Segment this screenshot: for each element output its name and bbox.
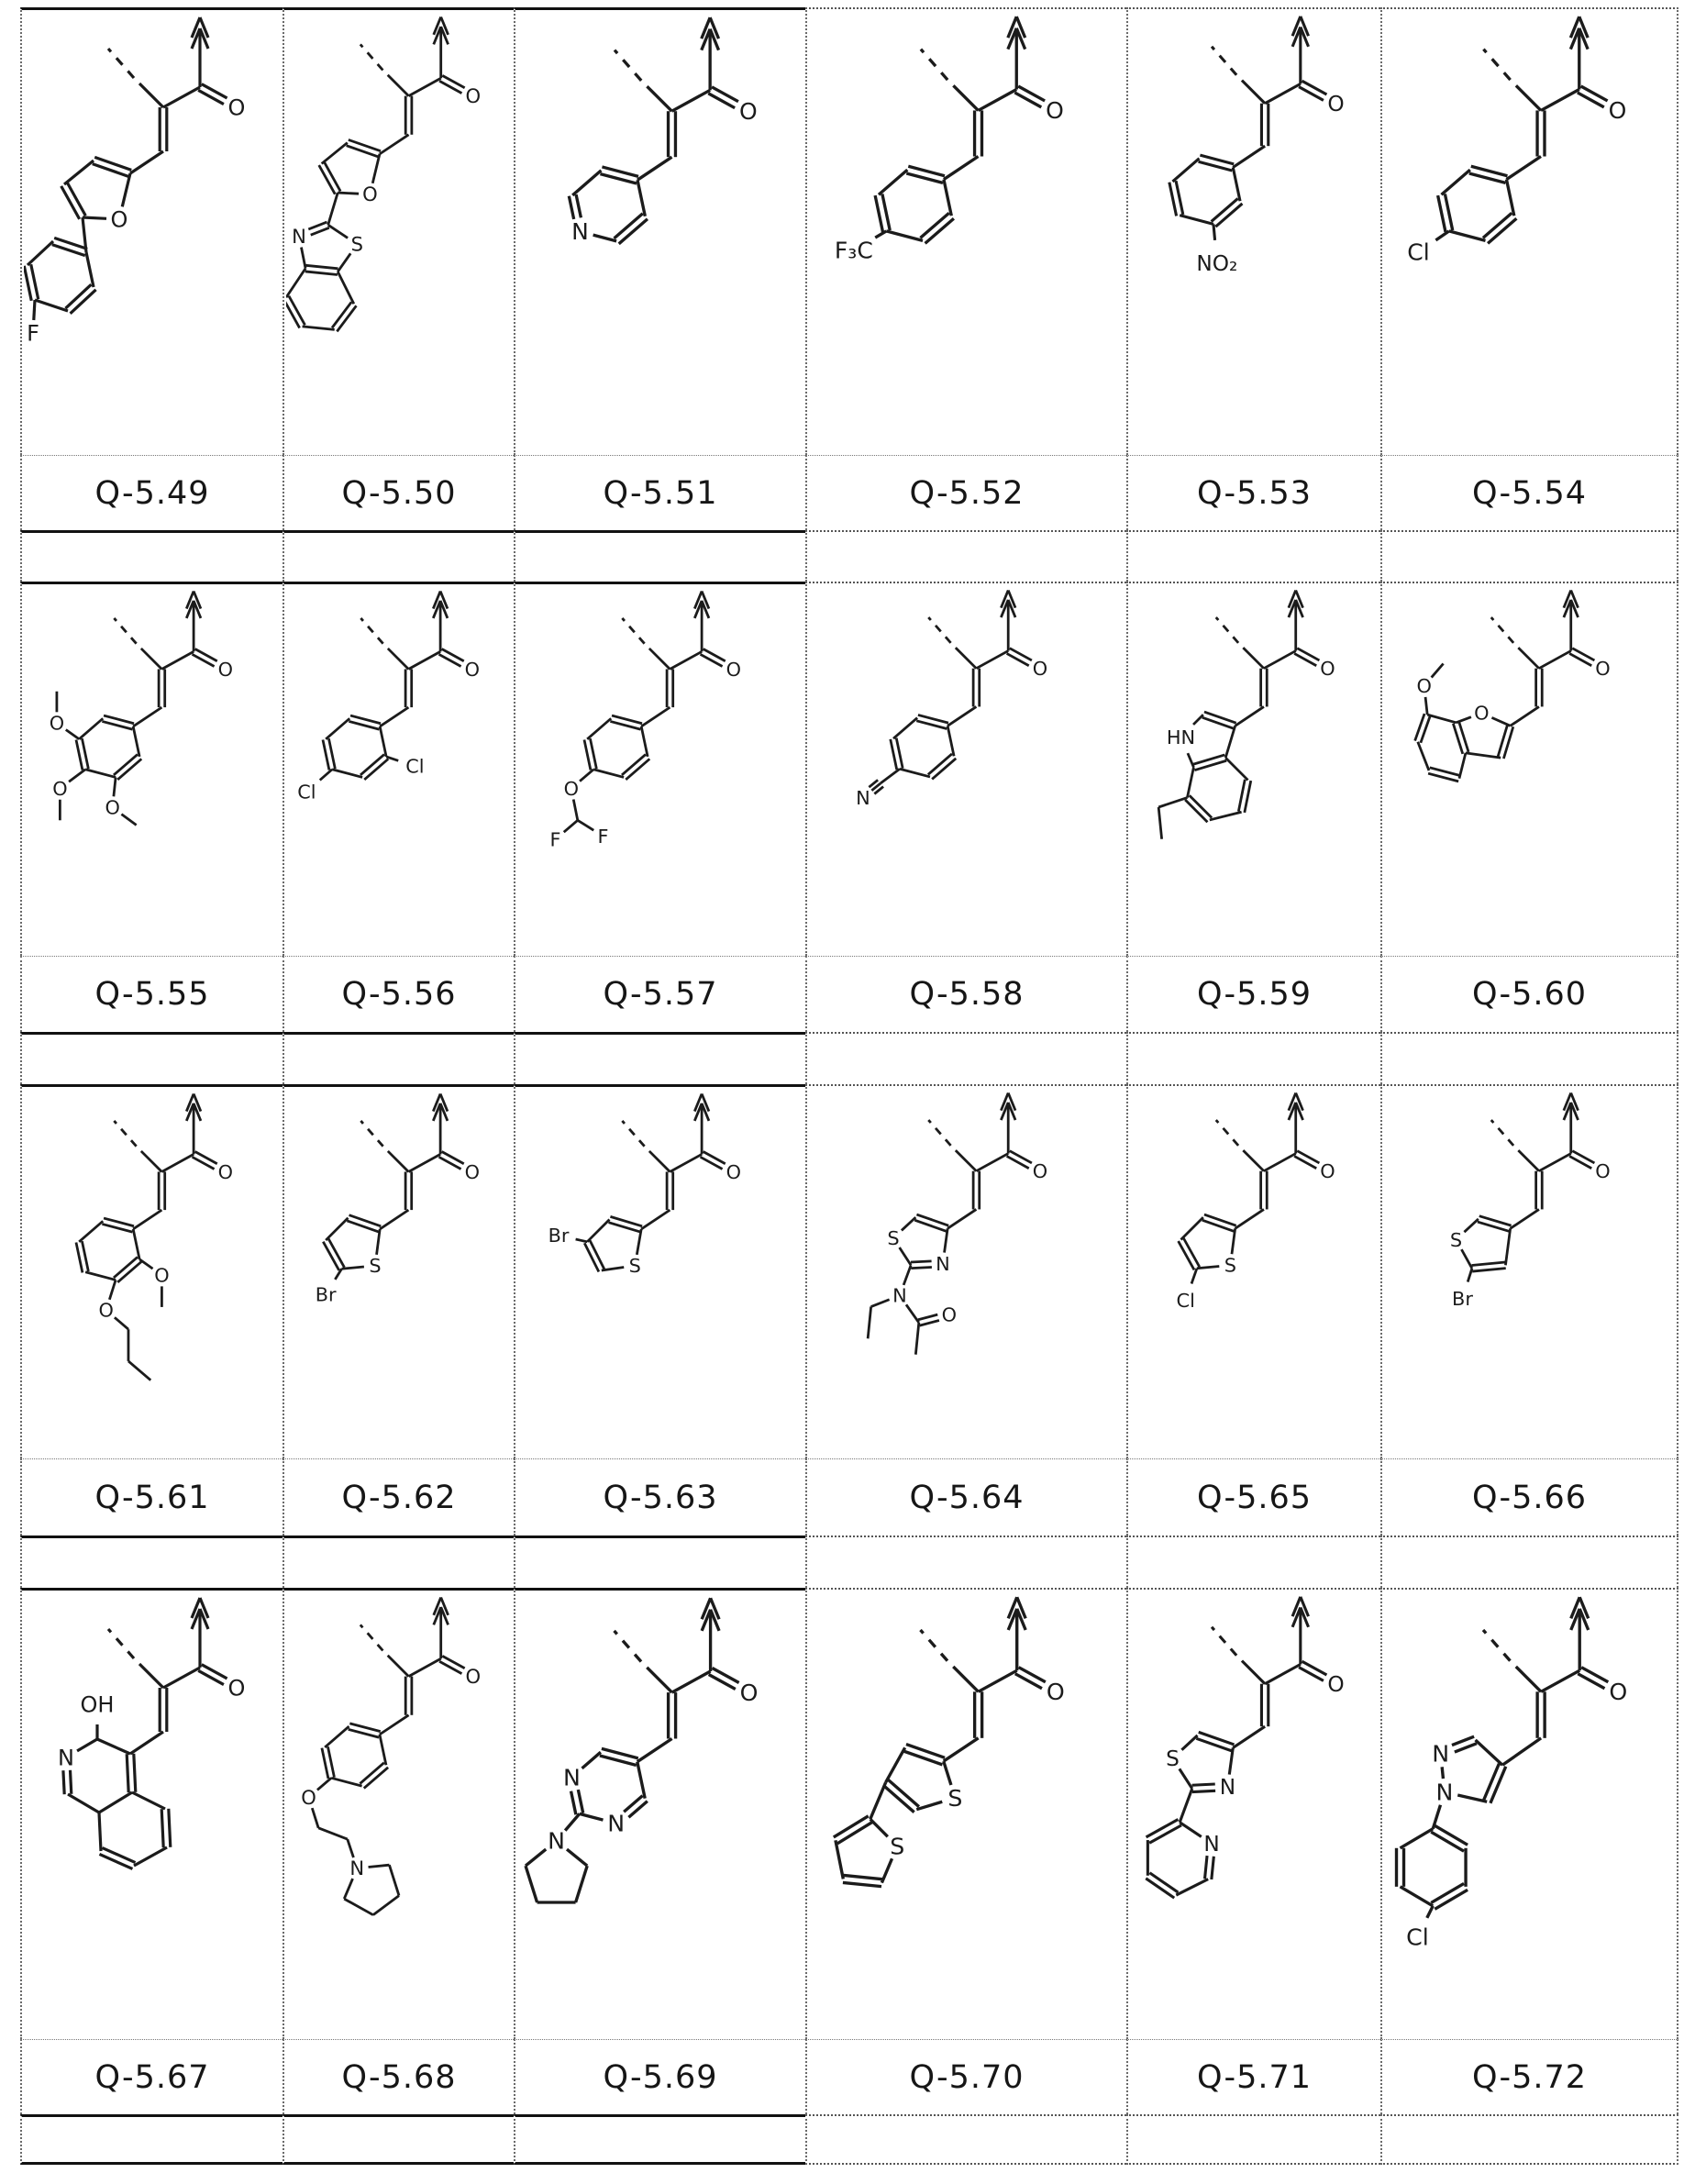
structure-cell <box>805 1084 1126 1458</box>
compound-label: Q-5.62 <box>341 1479 457 1516</box>
molecule-drawing <box>809 1090 1124 1457</box>
atom-label: O <box>227 1675 246 1702</box>
compound-label: Q-5.60 <box>1471 976 1588 1013</box>
compound-label: Q-5.65 <box>1196 1479 1313 1516</box>
compound-label-cell <box>514 956 805 1032</box>
compound-label-cell <box>1380 956 1678 1032</box>
atom-label: O <box>739 1679 759 1706</box>
molecule-drawing <box>286 14 512 453</box>
spacer-cell <box>282 530 514 582</box>
atom-label: HN <box>1166 726 1196 748</box>
structure-cell <box>1126 7 1380 455</box>
spacer-cell <box>514 1032 805 1084</box>
structure-cell <box>514 7 805 455</box>
structure-cell <box>1126 582 1380 956</box>
compound-label: Q-5.57 <box>603 976 718 1013</box>
atom-label: O <box>227 94 246 121</box>
atom-label: S <box>947 1784 963 1812</box>
structure-cell <box>282 1588 514 2039</box>
compound-label-cell <box>20 1458 282 1535</box>
compound-label: Q-5.68 <box>341 2058 457 2096</box>
compound-label-cell <box>805 455 1126 530</box>
atom-label: O <box>1474 702 1490 725</box>
molecule-drawing <box>286 1594 512 2037</box>
spacer-cell <box>805 530 1126 582</box>
atom-label: F <box>549 828 561 851</box>
spacer-cell <box>514 530 805 582</box>
compound-label-cell <box>282 1458 514 1535</box>
molecule-drawing <box>1384 587 1675 954</box>
atom-label: O <box>1320 1160 1335 1182</box>
atom-label: O <box>1416 675 1432 698</box>
molecule-drawing <box>517 1594 803 2037</box>
atom-label: Cl <box>297 781 316 804</box>
compound-label: Q-5.53 <box>1196 474 1313 512</box>
spacer-cell <box>1126 1535 1380 1588</box>
atom-label: S <box>1449 1228 1463 1251</box>
compound-label-cell <box>1380 455 1678 530</box>
spacer-cell <box>805 2114 1126 2165</box>
structure-cell <box>282 7 514 455</box>
molecule-drawing <box>1384 1593 1675 2037</box>
structure-cell <box>20 1084 282 1458</box>
atom-label: S <box>887 1227 900 1250</box>
atom-label: O <box>217 658 233 681</box>
spacer-cell <box>282 2114 514 2165</box>
atom-label: O <box>1320 658 1335 680</box>
atom-label: Br <box>1452 1288 1473 1311</box>
atom-label: O <box>726 1160 741 1183</box>
molecule-drawing <box>1130 587 1379 954</box>
atom-label: N <box>607 1810 626 1837</box>
atom-label: O <box>1595 658 1611 680</box>
structure-cell <box>282 1084 514 1458</box>
atom-label: O <box>738 97 758 125</box>
atom-label: N <box>349 1857 365 1880</box>
molecule-drawing <box>1130 1090 1379 1457</box>
molecule-drawing <box>517 14 803 453</box>
atom-label: N <box>936 1252 950 1275</box>
structure-cell <box>20 7 282 455</box>
compound-label-cell <box>1380 2039 1678 2114</box>
structure-cell <box>1380 582 1678 956</box>
molecule-drawing <box>809 587 1124 954</box>
compound-label-cell <box>1380 1458 1678 1535</box>
spacer-cell <box>1380 2114 1678 2165</box>
molecule-drawing <box>809 13 1124 453</box>
spacer-cell <box>20 2114 282 2165</box>
spacer-cell <box>514 1535 805 1588</box>
compound-label: Q-5.49 <box>94 474 210 512</box>
atom-label: O <box>726 658 741 681</box>
compound-label: Q-5.55 <box>94 976 210 1013</box>
compound-label-cell <box>1126 1458 1380 1535</box>
atom-label: O <box>1032 658 1048 680</box>
atom-label: O <box>52 777 68 800</box>
atom-label: O <box>465 83 482 107</box>
atom-label: N <box>892 1284 907 1307</box>
molecule-drawing <box>24 1594 281 2037</box>
compound-label: Q-5.51 <box>603 474 718 512</box>
atom-label: O <box>49 712 65 735</box>
atom-label: O <box>98 1299 114 1322</box>
molecule-drawing <box>24 588 281 954</box>
structure-cell <box>1380 1084 1678 1458</box>
structure-cell <box>805 7 1126 455</box>
atom-label: O <box>154 1264 170 1287</box>
compound-label-cell <box>20 956 282 1032</box>
molecule-drawing <box>1130 13 1379 453</box>
molecule-drawing <box>24 14 281 453</box>
atom-label: OH <box>80 1691 115 1718</box>
compound-label-cell <box>1126 455 1380 530</box>
structure-cell <box>514 1084 805 1458</box>
atom-label: O <box>105 796 120 819</box>
spacer-cell <box>282 1535 514 1588</box>
molecule-drawing <box>1130 1593 1379 2037</box>
compound-label: Q-5.56 <box>341 976 457 1013</box>
atom-label: O <box>1032 1160 1048 1182</box>
compound-label: Q-5.70 <box>909 2058 1025 2096</box>
structure-cell <box>20 1588 282 2039</box>
molecule-drawing <box>286 588 512 954</box>
molecule-drawing <box>286 1091 512 1457</box>
compound-label: Q-5.69 <box>603 2058 718 2096</box>
structure-cell <box>514 1588 805 2039</box>
atom-label: S <box>628 1255 641 1278</box>
structure-cell <box>282 582 514 956</box>
structure-cell <box>1380 7 1678 455</box>
atom-label: O <box>464 658 480 681</box>
atom-label: Cl <box>1176 1289 1195 1312</box>
compound-label: Q-5.66 <box>1471 1479 1588 1516</box>
compound-label-cell <box>282 2039 514 2114</box>
atom-label: F <box>27 320 39 347</box>
compound-label-cell <box>282 956 514 1032</box>
compound-label-cell <box>514 455 805 530</box>
compound-label-cell <box>20 455 282 530</box>
compound-label-cell <box>282 455 514 530</box>
compound-label: Q-5.54 <box>1471 474 1588 512</box>
molecule-drawing <box>1384 1090 1675 1457</box>
spacer-cell <box>805 1535 1126 1588</box>
spacer-cell <box>805 1032 1126 1084</box>
spacer-cell <box>1380 1032 1678 1084</box>
compound-label: Q-5.58 <box>909 976 1025 1013</box>
atom-label: N <box>1219 1775 1236 1801</box>
structure-cell <box>514 582 805 956</box>
atom-label: O <box>301 1785 316 1809</box>
atom-label: N <box>1435 1779 1454 1806</box>
spacer-cell <box>20 530 282 582</box>
atom-label: N <box>548 1827 566 1855</box>
atom-label: N <box>562 1764 581 1791</box>
atom-label: N <box>1203 1832 1220 1857</box>
compound-label: Q-5.72 <box>1471 2058 1588 2096</box>
compound-label: Q-5.50 <box>341 474 457 512</box>
compound-label: Q-5.59 <box>1196 976 1313 1013</box>
spacer-cell <box>1126 1032 1380 1084</box>
molecule-drawing <box>517 1091 803 1457</box>
atom-label: Br <box>315 1283 337 1306</box>
atom-label: N <box>292 224 306 248</box>
atom-label: S <box>1224 1254 1237 1277</box>
compound-label-cell <box>805 956 1126 1032</box>
spacer-cell <box>1380 530 1678 582</box>
structure-cell <box>805 582 1126 956</box>
atom-label: O <box>465 1664 482 1688</box>
spacer-cell <box>514 2114 805 2165</box>
structure-cell <box>805 1588 1126 2039</box>
compound-label: Q-5.61 <box>94 1479 210 1516</box>
atom-label: N <box>571 218 589 246</box>
atom-label: O <box>1595 1160 1611 1182</box>
atom-label: F₃C <box>834 237 873 264</box>
spacer-cell <box>20 1535 282 1588</box>
atom-label: O <box>464 1160 480 1183</box>
compound-label-cell <box>1126 2039 1380 2114</box>
atom-label: O <box>110 206 128 233</box>
atom-label: O <box>941 1303 958 1326</box>
atom-label: S <box>890 1833 905 1860</box>
structure-cell <box>20 582 282 956</box>
atom-label: O <box>362 183 378 206</box>
atom-label: N <box>58 1745 74 1771</box>
compound-label: Q-5.64 <box>909 1479 1025 1516</box>
compound-label-cell <box>805 2039 1126 2114</box>
compound-label-cell <box>514 2039 805 2114</box>
spacer-cell <box>20 1032 282 1084</box>
atom-label: O <box>1608 97 1627 125</box>
atom-label: Cl <box>1406 1923 1429 1951</box>
atom-label: O <box>217 1160 233 1183</box>
molecule-drawing <box>1384 13 1675 453</box>
atom-label: O <box>1046 1679 1065 1706</box>
atom-label: Br <box>548 1225 570 1247</box>
compound-label-cell <box>514 1458 805 1535</box>
compound-label-cell <box>20 2039 282 2114</box>
atom-label: O <box>1609 1679 1628 1706</box>
compound-label: Q-5.67 <box>94 2058 210 2096</box>
spacer-cell <box>282 1032 514 1084</box>
spacer-cell <box>1126 530 1380 582</box>
structure-cell <box>1126 1084 1380 1458</box>
atom-label: S <box>369 1255 382 1278</box>
atom-label: NO₂ <box>1196 251 1238 277</box>
molecule-drawing <box>24 1091 281 1457</box>
atom-label: Cl <box>1407 238 1430 266</box>
spacer-cell <box>1126 2114 1380 2165</box>
molecule-drawing <box>809 1593 1124 2037</box>
atom-label: O <box>1327 1671 1345 1697</box>
compound-label-cell <box>805 1458 1126 1535</box>
compound-label: Q-5.63 <box>603 1479 718 1516</box>
atom-label: O <box>563 777 580 800</box>
atom-label: S <box>350 232 364 256</box>
atom-label: N <box>856 786 870 809</box>
compound-label: Q-5.52 <box>909 474 1025 512</box>
molecule-drawing <box>517 588 803 954</box>
compound-label-cell <box>1126 956 1380 1032</box>
atom-label: Cl <box>405 755 425 778</box>
structure-cell <box>1380 1588 1678 2039</box>
atom-label: O <box>1327 91 1345 116</box>
compound-label: Q-5.71 <box>1196 2058 1313 2096</box>
spacer-cell <box>1380 1535 1678 1588</box>
atom-label: F <box>597 825 609 848</box>
atom-label: S <box>1166 1746 1180 1772</box>
structure-cell <box>1126 1588 1380 2039</box>
atom-label: N <box>1432 1740 1450 1768</box>
structure-table <box>20 7 1678 2165</box>
atom-label: O <box>1046 97 1064 125</box>
